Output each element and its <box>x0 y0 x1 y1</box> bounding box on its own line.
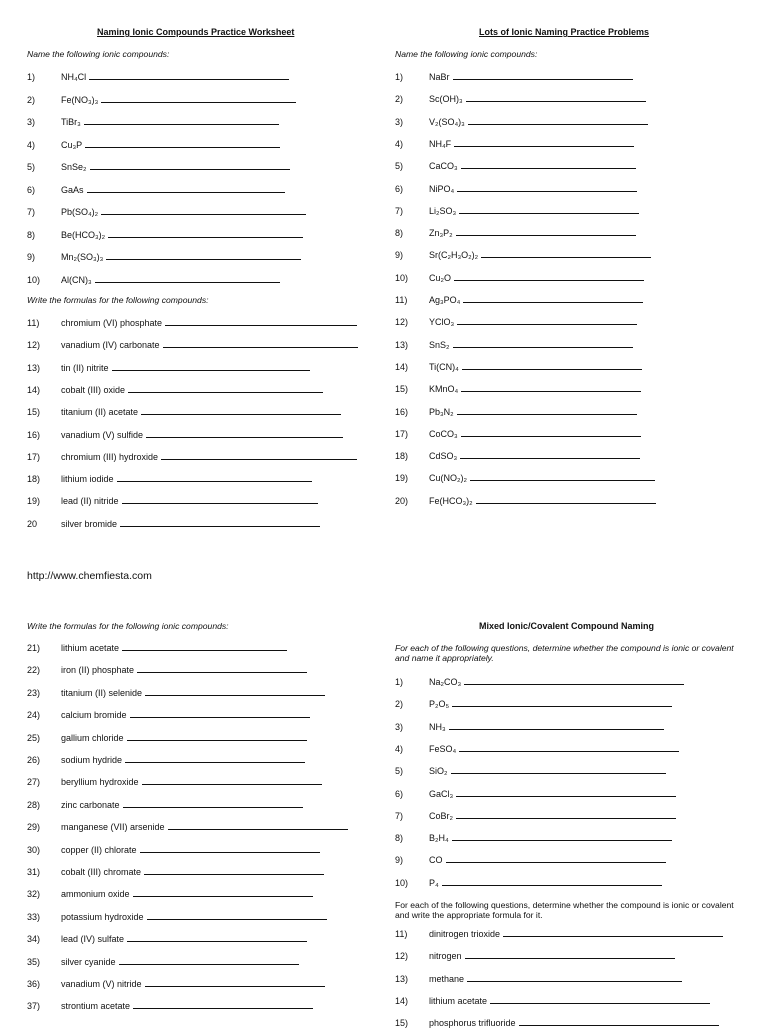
answer-blank[interactable] <box>453 347 633 348</box>
answer-blank[interactable] <box>144 874 324 875</box>
problem-number: 11) <box>395 929 408 939</box>
problem-item <box>61 777 322 787</box>
answer-blank[interactable] <box>127 740 307 741</box>
problem-number: 28) <box>27 799 41 810</box>
problem-item <box>429 833 672 843</box>
problem-prompt: chromium (III) hydroxide <box>61 451 159 462</box>
problem-item <box>61 822 348 832</box>
problem-item <box>61 643 287 653</box>
problem-prompt: CaCO₃ <box>429 161 458 172</box>
naming-instruction: Name the following ionic compounds: <box>27 49 170 59</box>
mixed-naming-instruction: For each of the following questions, determine whether the compound is ionic or covalent and name it appropriately. <box>395 643 734 663</box>
problem-number: 37) <box>27 1001 41 1012</box>
problem-item <box>61 912 327 922</box>
problem-prompt: Zn₃P₂ <box>429 228 453 239</box>
answer-blank[interactable] <box>476 503 656 504</box>
problem-prompt: strontium acetate <box>61 1001 131 1012</box>
answer-blank[interactable] <box>449 729 664 730</box>
problem-number: 9) <box>395 855 404 866</box>
problem-number: 11) <box>395 295 408 305</box>
problem-number: 1) <box>395 72 404 82</box>
problem-number: 4) <box>395 138 404 149</box>
problem-number: 9) <box>27 252 36 262</box>
answer-blank[interactable] <box>453 79 633 80</box>
answer-blank[interactable] <box>519 1025 719 1026</box>
problem-item <box>61 452 357 462</box>
answer-blank[interactable] <box>145 695 325 696</box>
answer-blank[interactable] <box>133 896 313 897</box>
problem-number: 23) <box>27 687 41 698</box>
answer-blank[interactable] <box>120 526 320 527</box>
problem-prompt: Sc(OH)₃ <box>429 94 463 105</box>
answer-blank[interactable] <box>470 480 655 481</box>
problem-number: 15) <box>395 1018 409 1028</box>
problem-prompt: SiO₂ <box>429 766 448 777</box>
answer-blank[interactable] <box>463 302 643 303</box>
problem-prompt: lithium iodide <box>61 474 114 485</box>
problem-item <box>61 340 358 350</box>
answer-blank[interactable] <box>456 235 636 236</box>
answer-blank[interactable] <box>101 102 296 103</box>
problem-number: 17) <box>395 428 409 439</box>
problem-item <box>61 430 343 440</box>
problem-number: 7) <box>27 207 36 217</box>
problem-prompt: lithium acetate <box>429 995 488 1006</box>
problem-item <box>61 363 310 373</box>
problem-number: 25) <box>27 732 41 743</box>
problem-prompt: SnSe₂ <box>61 162 87 172</box>
problem-number: 2) <box>27 94 36 105</box>
answer-blank[interactable] <box>457 324 637 325</box>
problem-number: 15) <box>27 407 41 418</box>
problem-number: 22) <box>27 665 41 676</box>
problem-prompt: Cu₃P <box>61 139 83 150</box>
answer-blank[interactable] <box>122 650 287 651</box>
problem-prompt: Li₂SO₃ <box>429 205 457 216</box>
problem-prompt: iron (II) phosphate <box>61 665 135 676</box>
problem-item <box>61 385 323 395</box>
problem-number: 9) <box>395 250 404 261</box>
problem-item <box>429 384 641 394</box>
problem-prompt: ammonium oxide <box>61 889 130 900</box>
problem-number: 3) <box>395 721 404 732</box>
problem-number: 3) <box>27 117 36 127</box>
problem-number: 2) <box>395 94 404 105</box>
problem-prompt: Ti(CN)₄ <box>429 361 459 372</box>
problem-item <box>61 275 280 285</box>
problem-prompt: zinc carbonate <box>61 799 120 810</box>
answer-blank[interactable] <box>87 192 285 193</box>
problem-prompt: gallium chloride <box>61 732 124 743</box>
problem-prompt: TiBr₃ <box>61 117 81 127</box>
problem-number: 1) <box>395 677 404 687</box>
problem-item <box>61 1001 313 1011</box>
problem-item <box>61 207 306 217</box>
answer-blank[interactable] <box>95 282 280 283</box>
problem-number: 32) <box>27 889 41 900</box>
answer-blank[interactable] <box>442 885 662 886</box>
problem-prompt: Be(HCO₃)₂ <box>61 229 106 240</box>
problem-prompt: YClO₃ <box>429 317 455 328</box>
answer-blank[interactable] <box>459 751 679 752</box>
problem-prompt: B₂H₄ <box>429 833 449 844</box>
problem-prompt: KMnO₄ <box>429 384 459 395</box>
problem-prompt: CO <box>429 855 443 866</box>
answer-blank[interactable] <box>454 280 644 281</box>
problem-number: 27) <box>27 777 41 788</box>
answer-blank[interactable] <box>101 214 306 215</box>
problem-prompt: Na₂CO₃ <box>429 677 462 687</box>
answer-blank[interactable] <box>146 437 343 438</box>
problem-prompt: Ag₃PO₄ <box>429 295 461 305</box>
problem-item <box>61 845 320 855</box>
problem-prompt: P₄ <box>429 877 439 888</box>
problem-number: 30) <box>27 844 41 855</box>
problem-number: 21) <box>27 643 41 653</box>
problem-number: 1) <box>27 72 36 82</box>
answer-blank[interactable] <box>90 169 290 170</box>
problem-prompt: CoCO₃ <box>429 428 458 439</box>
problem-item <box>429 273 644 283</box>
problem-number: 36) <box>27 979 41 989</box>
answer-blank[interactable] <box>454 146 634 147</box>
problem-item <box>429 951 675 961</box>
problem-prompt: dinitrogen trioxide <box>429 929 501 939</box>
problem-item <box>429 94 646 104</box>
worksheet-title: Naming Ionic Compounds Practice Worksheet <box>97 27 295 37</box>
problem-number: 7) <box>395 810 404 821</box>
answer-blank[interactable] <box>452 840 672 841</box>
practice-instruction: Name the following ionic compounds: <box>395 49 538 59</box>
problem-item <box>61 710 310 720</box>
problem-prompt: Pb₃N₂ <box>429 406 454 417</box>
answer-blank[interactable] <box>106 259 301 260</box>
problem-item <box>429 677 684 687</box>
problem-prompt: phosphorus trifluoride <box>429 1018 516 1028</box>
answer-blank[interactable] <box>128 392 323 393</box>
problem-item <box>61 979 325 989</box>
problem-number: 16) <box>27 429 41 440</box>
problem-number: 11) <box>27 318 40 328</box>
problem-number: 5) <box>27 162 36 172</box>
problem-item <box>61 496 318 506</box>
problem-number: 4) <box>27 139 36 150</box>
answer-blank[interactable] <box>466 101 646 102</box>
problem-item <box>61 665 307 675</box>
answer-blank[interactable] <box>127 941 307 942</box>
answer-blank[interactable] <box>125 762 305 763</box>
problem-item <box>429 878 662 888</box>
problem-item <box>429 766 666 776</box>
problem-item <box>429 929 723 939</box>
problem-item <box>61 957 299 967</box>
problem-number: 10) <box>27 274 41 285</box>
problem-prompt: Sr(C₂H₃O₂)₂ <box>429 250 479 261</box>
problem-item <box>429 362 642 372</box>
problem-item <box>61 185 285 195</box>
problem-number: 8) <box>395 228 404 239</box>
answer-blank[interactable] <box>117 481 312 482</box>
problem-prompt: GaAs <box>61 184 84 195</box>
problem-prompt: manganese (VII) arsenide <box>61 822 165 833</box>
answer-blank[interactable] <box>119 964 299 965</box>
problem-number: 31) <box>27 867 41 877</box>
answer-blank[interactable] <box>168 829 348 830</box>
answer-blank[interactable] <box>122 503 318 504</box>
problem-number: 5) <box>395 161 404 172</box>
problem-item <box>429 855 666 865</box>
problem-prompt: Fe(NO₃)₃ <box>61 94 99 105</box>
problem-prompt: Mn₂(SO₃)₃ <box>61 252 104 262</box>
problem-prompt: potassium hydroxide <box>61 911 144 922</box>
problem-item <box>429 250 651 260</box>
answer-blank[interactable] <box>468 124 648 125</box>
problem-prompt: titanium (II) selenide <box>61 687 143 698</box>
problem-item <box>429 161 636 171</box>
problem-prompt: silver bromide <box>61 518 118 529</box>
problem-prompt: methane <box>429 973 465 984</box>
problem-prompt: Cu(NO₂)₂ <box>429 473 467 484</box>
problem-prompt: Fe(HCO₃)₂ <box>429 495 473 506</box>
problem-number: 6) <box>27 184 36 195</box>
answer-blank[interactable] <box>457 414 637 415</box>
problem-item <box>61 252 301 262</box>
problem-number: 12) <box>395 951 409 962</box>
problem-prompt: copper (II) chlorate <box>61 844 137 855</box>
answer-blank[interactable] <box>145 986 325 987</box>
problem-prompt: SnS₂ <box>429 339 450 350</box>
problem-prompt: Cu₂O <box>429 272 451 283</box>
answer-blank[interactable] <box>163 347 358 348</box>
problem-item <box>429 429 641 439</box>
problem-prompt: NH₄Cl <box>61 72 87 82</box>
problem-number: 10) <box>395 272 409 283</box>
problem-prompt: vanadium (V) nitride <box>61 979 142 989</box>
problem-prompt: CdSO₃ <box>429 451 458 462</box>
problem-item <box>61 889 313 899</box>
answer-blank[interactable] <box>112 370 310 371</box>
problem-item <box>61 474 312 484</box>
practice-problems-title: Lots of Ionic Naming Practice Problems <box>479 27 650 37</box>
problem-item <box>61 688 325 698</box>
problem-item <box>429 789 676 799</box>
problem-prompt: tin (II) nitrite <box>61 362 109 373</box>
problem-item <box>61 733 307 743</box>
problem-prompt: vanadium (IV) carbonate <box>61 340 160 351</box>
answer-blank[interactable] <box>147 919 327 920</box>
problem-prompt: beryllium hydroxide <box>61 777 139 788</box>
problem-number: 20) <box>395 495 409 506</box>
problem-number: 19) <box>395 473 409 484</box>
problem-prompt: chromium (VI) phosphate <box>61 318 163 328</box>
problem-prompt: Al(CN)₃ <box>61 274 92 285</box>
problem-item <box>61 800 303 810</box>
problem-number: 24) <box>27 710 41 721</box>
problem-item <box>429 451 640 461</box>
problem-number: 19) <box>27 496 41 507</box>
problem-number: 14) <box>27 384 41 395</box>
problem-item <box>61 519 320 529</box>
answer-blank[interactable] <box>133 1008 313 1009</box>
problem-prompt: FeSO₄ <box>429 743 457 754</box>
answer-blank[interactable] <box>108 237 303 238</box>
problem-item <box>429 473 655 483</box>
problem-number: 6) <box>395 183 404 194</box>
problem-number: 29) <box>27 822 41 833</box>
problem-prompt: V₂(SO₄)₃ <box>429 116 465 127</box>
answer-blank[interactable] <box>140 852 320 853</box>
problem-prompt: silver cyanide <box>61 956 116 967</box>
problem-item <box>61 867 324 877</box>
answer-blank[interactable] <box>461 436 641 437</box>
problem-number: 18) <box>395 451 409 462</box>
formula-instruction: Write the formulas for the following compounds: <box>27 295 209 305</box>
problem-item <box>429 228 636 238</box>
problem-prompt: lithium acetate <box>61 643 120 653</box>
problem-number: 18) <box>27 474 41 485</box>
problem-prompt: P₂O₅ <box>429 699 450 710</box>
problem-item <box>61 72 289 82</box>
problem-item <box>429 340 633 350</box>
problem-number: 15) <box>395 384 409 395</box>
problem-prompt: lead (II) nitride <box>61 496 119 507</box>
answer-blank[interactable] <box>141 414 341 415</box>
answer-blank[interactable] <box>457 191 637 192</box>
problem-item <box>429 295 643 305</box>
problem-number: 8) <box>395 833 404 844</box>
answer-blank[interactable] <box>467 981 682 982</box>
mixed-naming-title: Mixed Ionic/Covalent Compound Naming <box>479 621 655 631</box>
answer-blank[interactable] <box>130 717 310 718</box>
answer-blank[interactable] <box>165 325 357 326</box>
answer-blank[interactable] <box>461 391 641 392</box>
answer-blank[interactable] <box>456 796 676 797</box>
problem-item <box>429 206 639 216</box>
problem-number: 16) <box>395 406 409 417</box>
problem-prompt: nitrogen <box>429 951 462 962</box>
problem-number: 13) <box>27 362 41 373</box>
problem-item <box>429 72 633 82</box>
answer-blank[interactable] <box>461 168 636 169</box>
problem-number: 20 <box>27 518 38 529</box>
problem-number: 13) <box>395 339 409 350</box>
problem-number: 5) <box>395 766 404 777</box>
problem-prompt: vanadium (V) sulfide <box>61 429 144 440</box>
problem-number: 2) <box>395 699 404 710</box>
problem-item <box>429 317 637 327</box>
answer-blank[interactable] <box>137 672 307 673</box>
problem-item <box>429 722 664 732</box>
problem-number: 26) <box>27 755 41 765</box>
problem-item <box>61 140 280 150</box>
answer-blank[interactable] <box>85 147 280 148</box>
problem-number: 4) <box>395 743 404 754</box>
source-url: http://www.chemfiesta.com <box>27 570 152 582</box>
problem-item <box>429 974 682 984</box>
problem-number: 33) <box>27 911 41 922</box>
answer-blank[interactable] <box>89 79 289 80</box>
answer-blank[interactable] <box>464 684 684 685</box>
answer-blank[interactable] <box>456 818 676 819</box>
problem-number: 12) <box>27 340 41 351</box>
problem-number: 3) <box>395 116 404 127</box>
problem-item <box>61 407 341 417</box>
problem-item <box>61 95 296 105</box>
problem-number: 12) <box>395 317 409 328</box>
answer-blank[interactable] <box>459 213 639 214</box>
problem-number: 6) <box>395 788 404 799</box>
answer-blank[interactable] <box>460 458 640 459</box>
problem-prompt: cobalt (III) chromate <box>61 867 142 877</box>
mixed-formula-instruction: For each of the following questions, determine whether the compound is ionic or covalent and write the appropriate formula for it. <box>395 900 734 920</box>
problem-number: 7) <box>395 205 404 216</box>
problem-item <box>429 496 656 506</box>
problem-number: 10) <box>395 877 409 888</box>
answer-blank[interactable] <box>451 773 666 774</box>
problem-prompt: NH₃ <box>429 721 446 732</box>
problem-number: 14) <box>395 995 409 1006</box>
problem-prompt: cobalt (III) oxide <box>61 384 126 395</box>
problem-prompt: NiPO₄ <box>429 183 455 194</box>
answer-blank[interactable] <box>142 784 322 785</box>
problem-item <box>61 230 303 240</box>
problem-prompt: Pb(SO₄)₂ <box>61 207 99 217</box>
problem-item <box>61 162 290 172</box>
problem-number: 8) <box>27 229 36 240</box>
answer-blank[interactable] <box>490 1003 710 1004</box>
answer-blank[interactable] <box>161 459 357 460</box>
answer-blank[interactable] <box>123 807 303 808</box>
problem-number: 14) <box>395 361 409 372</box>
problem-number: 13) <box>395 973 409 984</box>
problem-item <box>61 934 307 944</box>
problem-number: 35) <box>27 956 41 967</box>
problem-item <box>429 744 679 754</box>
answer-blank[interactable] <box>462 369 642 370</box>
problem-prompt: GaCl₃ <box>429 788 454 799</box>
problem-prompt: lead (IV) sulfate <box>61 934 125 945</box>
problem-item <box>429 184 637 194</box>
problem-item <box>429 811 676 821</box>
answer-blank[interactable] <box>481 257 651 258</box>
answer-blank[interactable] <box>446 862 666 863</box>
problem-prompt: sodium hydride <box>61 755 123 765</box>
problem-item <box>429 139 634 149</box>
answer-blank[interactable] <box>452 706 672 707</box>
problem-prompt: calcium bromide <box>61 710 127 721</box>
problem-item <box>429 407 637 417</box>
problem-item <box>429 117 648 127</box>
problem-prompt: NaBr <box>429 72 450 82</box>
problem-number: 17) <box>27 451 41 462</box>
problem-item <box>429 699 672 709</box>
answer-blank[interactable] <box>84 124 279 125</box>
problem-prompt: CoBr₂ <box>429 810 453 821</box>
problem-item <box>429 1018 719 1028</box>
problem-item <box>429 996 710 1006</box>
problem-prompt: titanium (II) acetate <box>61 407 139 418</box>
problem-item <box>61 318 357 328</box>
problem-item <box>61 755 305 765</box>
answer-blank[interactable] <box>503 936 723 937</box>
problem-prompt: NH₄F <box>429 138 452 149</box>
ionic-formula-instruction: Write the formulas for the following ionic compounds: <box>27 621 229 631</box>
problem-item <box>61 117 279 127</box>
answer-blank[interactable] <box>465 958 675 959</box>
problem-number: 34) <box>27 934 41 945</box>
